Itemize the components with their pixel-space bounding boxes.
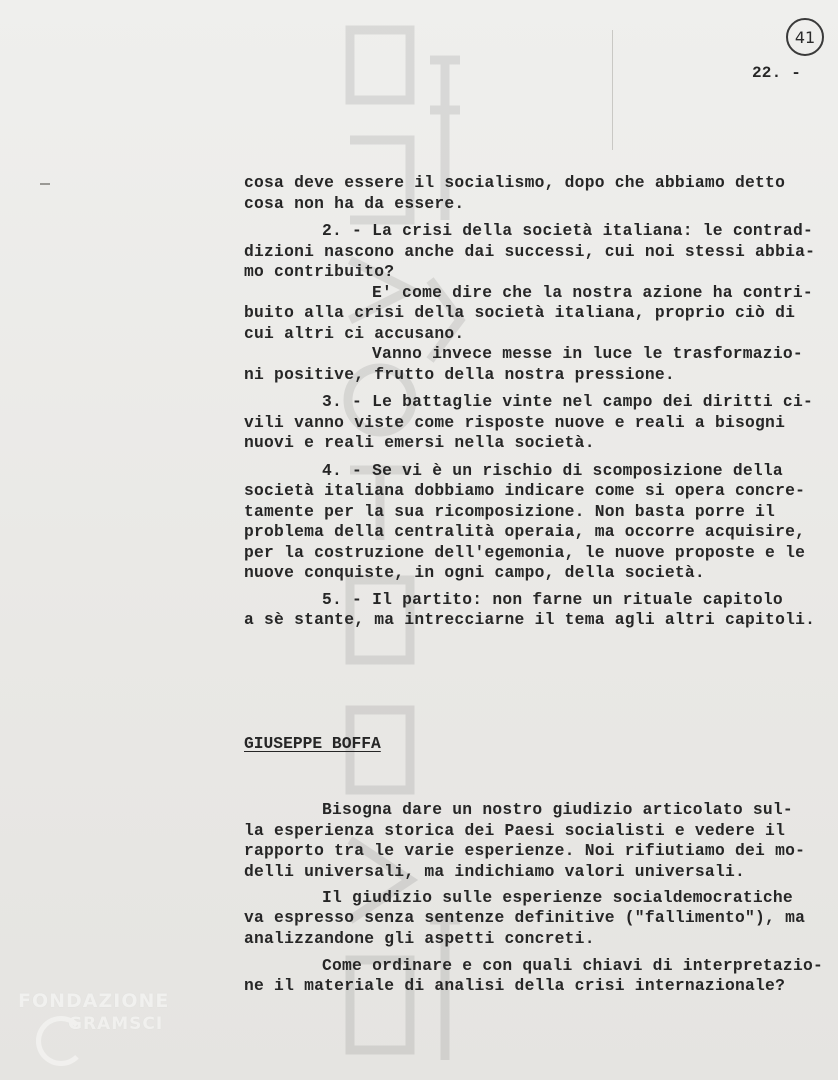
text-line: a sè stante, ma intrecciarne il tema agli altri capitoli. <box>244 610 816 629</box>
text-line: rapporto tra le varie esperienze. Noi rifiutiamo dei mo- <box>244 841 806 860</box>
text-line: per la costruzione dell'egemonia, le nuove proposte e le <box>244 543 806 562</box>
logo-text-line2: GRAMSCI <box>68 1014 164 1034</box>
text-line: Come ordinare e con quali chiavi di interpretazio- <box>322 956 824 975</box>
text-line: mo contribuito? <box>244 262 395 281</box>
text-line: Bisogna dare un nostro giudizio articolato sul- <box>322 800 793 819</box>
text-line: problema della centralità operaia, ma occorre acquisire, <box>244 522 806 541</box>
text-line: dizioni nascono anche dai successi, cui noi stessi abbia- <box>244 242 816 261</box>
archive-page-stamp <box>786 18 824 56</box>
logo-g-mark <box>36 1016 86 1066</box>
text-line: Vanno invece messe in luce le trasformazio- <box>372 344 803 363</box>
margin-mark <box>40 183 50 185</box>
text-line: ne il materiale di analisi della crisi internazionale? <box>244 976 786 995</box>
text-line: 2. - La crisi della società italiana: le contrad- <box>322 221 813 240</box>
text-line: tamente per la sua ricomposizione. Non basta porre il <box>244 502 776 521</box>
text-line: 5. - Il partito: non farne un rituale capitolo <box>322 590 783 609</box>
text-line: società italiana dobbiamo indicare come si opera concre- <box>244 481 806 500</box>
text-line: Il giudizio sulle esperienze socialdemocratiche <box>322 888 793 907</box>
text-line: ni positive, frutto della nostra pressione. <box>244 365 675 384</box>
text-line: buito alla crisi della società italiana, proprio ciò di <box>244 303 796 322</box>
text-line: cui altri ci accusano. <box>244 324 465 343</box>
text-line: cosa deve essere il socialismo, dopo che abbiamo detto <box>244 173 786 192</box>
text-line: va espresso senza sentenze definitive ("fallimento"), ma <box>244 908 806 927</box>
text-line: vili vanno viste come risposte nuove e reali a bisogni <box>244 413 786 432</box>
fold-line <box>612 30 613 150</box>
text-line: la esperienza storica dei Paesi socialisti e vedere il <box>244 821 786 840</box>
text-line: 4. - Se vi è un rischio di scomposizione della <box>322 461 783 480</box>
text-line: 3. - Le battaglie vinte nel campo dei diritti ci- <box>322 392 813 411</box>
text-line: analizzandone gli aspetti concreti. <box>244 929 595 948</box>
text-line: E' come dire che la nostra azione ha contri- <box>372 283 813 302</box>
text-line: nuovi e reali emersi nella società. <box>244 433 595 452</box>
logo-text-line1: FONDAZIONE <box>18 990 170 1012</box>
text-line: delli universali, ma indichiamo valori universali. <box>244 862 746 881</box>
section-heading: GIUSEPPE BOFFA <box>244 734 381 753</box>
page-number: 22. - <box>752 64 802 82</box>
stamp-number: 41 <box>794 27 816 47</box>
text-line: cosa non ha da essere. <box>244 194 465 213</box>
fondazione-gramsci-logo <box>18 990 208 1060</box>
text-line: nuove conquiste, in ogni campo, della società. <box>244 563 705 582</box>
